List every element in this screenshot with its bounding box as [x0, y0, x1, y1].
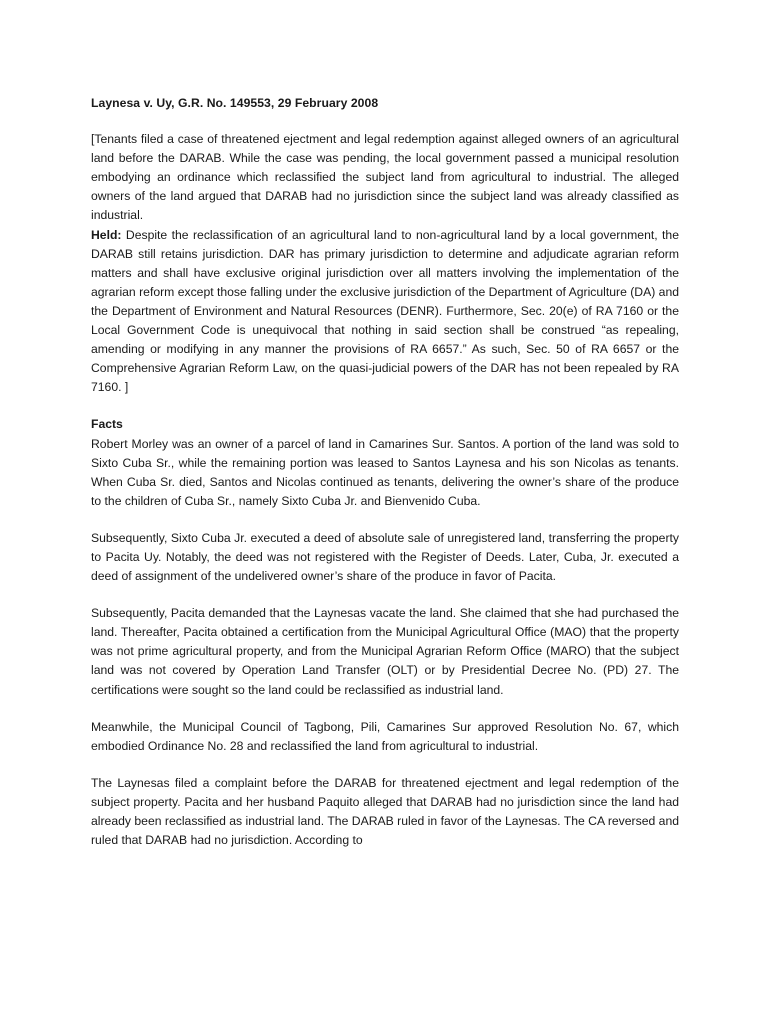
held-text: Despite the reclassification of an agricultural land to non-agricultural land by a local government, the DARAB still retains jurisdiction. DAR has primary jurisdiction to determine and adjudicate agrarian reform matters and shall have exclusive original jurisdiction over all matters involving the implementation of the agrarian reform except those falling under the exclusive jurisdiction of the Department of Agriculture (DA) and the Department of Environment and Natural Resources (DENR). Furthermore, Sec. 20(e) of RA 7160 or the Local Government Code is unequivocal that nothing in said section shall be construed “as repealing, amending or modifying in any manner the provisions of RA 6657.” As such, Sec. 50 of RA 6657 or the Comprehensive Agrarian Reform Law, on the quasi-judicial powers of the DAR has not been repealed by RA 7160. ]	[91, 227, 680, 395]
facts-heading: Facts	[91, 417, 123, 432]
case-title: Laynesa v. Uy, G.R. No. 149553, 29 February 2008	[91, 96, 379, 110]
held-label: Held:	[91, 227, 122, 242]
facts-paragraph: The Laynesas filed a complaint before the DARAB for threatened ejectment and legal redemption of the subject property. Pacita and her husband Paquito alleged that DARAB had no jurisdiction since the land had already been reclassified as industrial land. The DARAB ruled in favor of the Laynesas. The CA reversed and ruled that DARAB had no jurisdiction. According to	[91, 775, 679, 848]
facts-paragraph: Subsequently, Sixto Cuba Jr. executed a deed of absolute sale of unregistered land, transferring the property to Pacita Uy. Notably, the deed was not registered with the Register of Deeds. Later, Cuba, Jr. executed a deed of assignment of the undelivered owner’s share of the produce in favor of Pacita.	[91, 530, 679, 584]
summary-intro-text: [Tenants filed a case of threatened ejectment and legal redemption against alleged owners of an agricultural land before the DARAB. While the case was pending, the local government passed a municipal resolution embodying an ordinance which reclassified the subject land from agricultural to industrial. The alleged owners of the land argued that DARAB had no jurisdiction since the subject land was already classified as industrial.	[91, 132, 679, 223]
facts-paragraph: Subsequently, Pacita demanded that the Laynesas vacate the land. She claimed that she had purchased the land. Thereafter, Pacita obtained a certification from the Municipal Agricultural Office (MAO) that the property was not prime agricultural property, and from the Municipal Agrarian Reform Office (MARO) that the subject land was not covered by Operation Land Transfer (OLT) or by Presidential Decree No. (PD) 27. The certifications were sought so the land could be reclassified as industrial land.	[91, 606, 679, 697]
facts-body	[91, 435, 679, 851]
facts-paragraph: Meanwhile, the Municipal Council of Tagbong, Pili, Camarines Sur approved Resolution No. 67, which embodied Ordinance No. 28 and reclassified the land from agricultural to industrial.	[91, 719, 679, 753]
document-page	[91, 94, 679, 850]
case-summary	[91, 130, 679, 397]
facts-paragraph: Robert Morley was an owner of a parcel of land in Camarines Sur. Santos. A portion of the land was sold to Sixto Cuba Sr., while the remaining portion was leased to Santos Laynesa and his son Nicolas as tenants. When Cuba Sr. died, Santos and Nicolas continued as tenants, delivering the owner’s share of the produce to the children of Cuba Sr., namely Sixto Cuba Jr. and Bienvenido Cuba.	[91, 436, 679, 508]
